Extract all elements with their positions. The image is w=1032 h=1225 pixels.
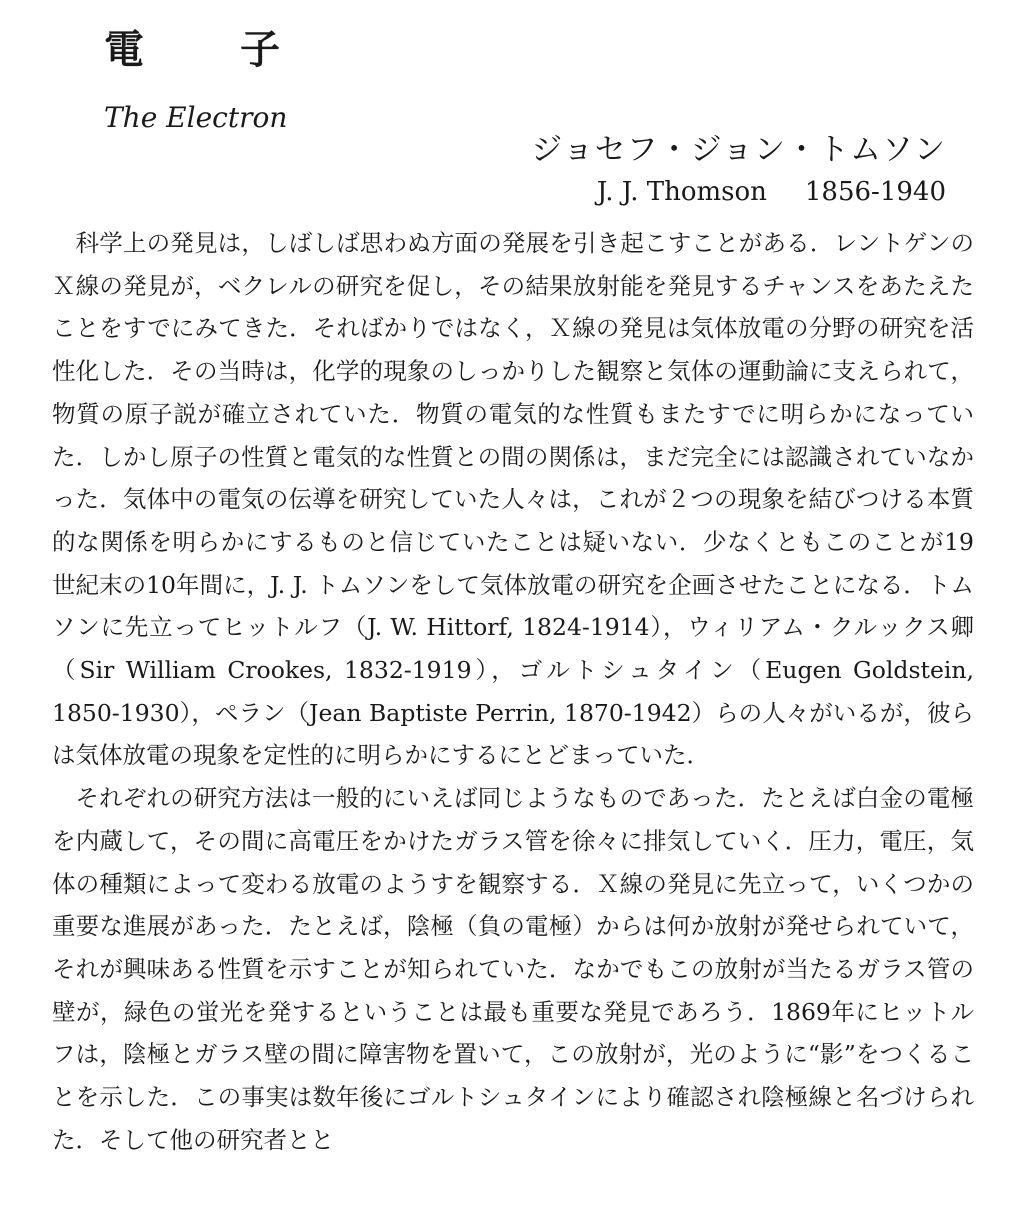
chapter-title-japanese: 電子	[104, 26, 376, 73]
author-line-english	[597, 174, 946, 210]
paragraph: 科学上の発見は，しばしば思わぬ方面の発展を引き起こすことがある．レントゲンのＸ線の発見が，ベクレルの研究を促し，その結果放射能を発見するチャンスをあたえたことをすでにみてきた．そればかりではなく，Ｘ線の発見は気体放電の分野の研究を活性化した．その当時は，化学的現象のしっかりした観察と気体の運動論に支えられて，物質の原子説が確立されていた．物質の電気的な性質もまたすでに明らかになっていた．しかし原子の性質と電気的な性質との間の関係は，まだ完全には認識されていなかった．気体中の電気の伝導を研究していた人々は，これが２つの現象を結びつける本質的な関係を明らかにするものと信じていたことは疑いない．少なくともこのことが19世紀末の10年間に，J. J. トムソンをして気体放電の研究を企画させたことになる．トムソンに先立ってヒットルフ（J. W. Hittorf, 1824-1914），ウィリアム・クルックス卿（Sir William Crookes, 1832-1919），ゴルトシュタイン（Eugen Goldstein, 1850-1930），ペラン（Jean Baptiste Perrin, 1870-1942）らの人々がいるが，彼らは気体放電の現象を定性的に明らかにするにとどまっていた．	[52, 229, 974, 770]
author-name-japanese: ジョセフ・ジョン・トムソン	[531, 132, 946, 168]
body-text	[52, 222, 974, 1161]
author-name-english: J. J. Thomson	[596, 177, 767, 207]
author-years: 1856-1940	[804, 177, 946, 207]
paragraph: それぞれの研究方法は一般的にいえば同じようなものであった．たとえば白金の電極を内蔵して，その間に高電圧をかけたガラス管を徐々に排気していく．圧力，電圧，気体の種類によって変わる放電のようすを観察する．Ｘ線の発見に先立って，いくつかの重要な進展があった．たとえば，陰極（負の電極）からは何か放射が発せられていて，それが興味ある性質を示すことが知られていた．なかでもこの放射が当たるガラス管の壁が，緑色の蛍光を発するということは最も重要な発見であろう．1869年にヒットルフは，陰極とガラス壁の間に障害物を置いて，この放射が，光のように“影”をつくることを示した．この事実は数年後にゴルトシュタインにより確認され陰極線と名づけられた．そして他の研究者とと	[52, 784, 974, 1154]
chapter-title-english: The Electron	[104, 101, 288, 134]
